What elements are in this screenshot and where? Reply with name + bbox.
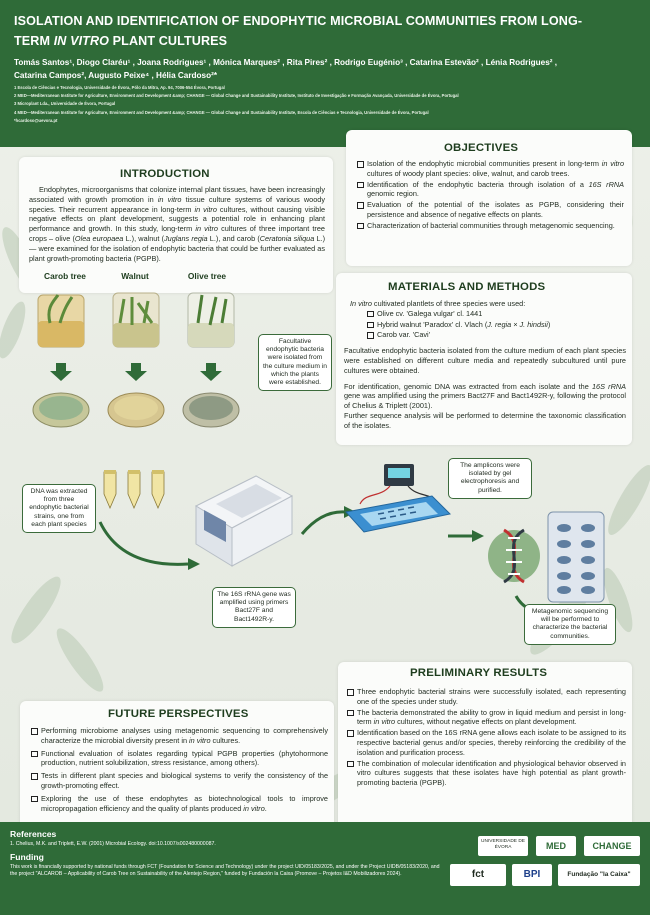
affiliations: 1 Escola de Ciências e Tecnologia, Universidade de Évora, Pólo da Mitra, Ap. 94, 7006-554 Évora, Portugal 2 MED—Mediterranean Institute for Agriculture, Environment and Development &amp; CHANGE — Global Change and Sustainability Institute, Instituto de Investigação e Formação Avançada, Universidade de Évora, Portugal 3 Microplant Lda., Universidade de Évora, Portugal 4 MED—Mediterranean Institute for Agriculture, Environment and Development &amp; CHANGE — Global Change and Sustainability Institute, Escola de Ciências e Tecnologia, Universidade de Évora, Portugal *hcardoso@uevora.pt	[14, 85, 459, 123]
logo-med: MED	[536, 836, 576, 856]
logo-uevora: UNIVERSIDADE DE ÉVORA	[478, 836, 528, 856]
authors: Tomás Santos¹, Diogo Claréu¹ , Joana Rodrigues¹ , Mónica Marques² , Rita Pires² , Rodrigo Eugénio³ , Catarina Estevão² , Lénia Rodrigues² , Catarina Campos², Augusto Peixe⁴ , Hélia Cardoso²*	[14, 58, 558, 80]
dna-tubes-illustration	[96, 468, 176, 518]
petri-dish-carob	[33, 393, 89, 427]
references-title: References	[10, 829, 57, 839]
logo-change: CHANGE	[584, 836, 640, 856]
petri-dish-olive	[183, 393, 239, 427]
future-item: Tests in different plant species and biological systems to verify the consistency of the growth-promoting effect.	[30, 771, 328, 791]
label-olive: Olive tree	[187, 271, 227, 281]
callout-dna: DNA was extracted from three endophytic bacterial strains, one from each plant species	[22, 484, 96, 533]
objective-item: Evaluation of the potential of the isolates as PGPB, considering their persistence and absence of negative effects on plants.	[356, 200, 624, 220]
label-walnut: Walnut	[121, 271, 149, 281]
olive-jar-image	[188, 293, 234, 347]
logo-la-caixa: Fundação "la Caixa"	[558, 864, 640, 886]
result-item: The combination of molecular identification and physiological behavior observed in vitro cultures suggests that these isolates have high potential as plant growth-promoting bacteria (PGPB).	[346, 759, 626, 788]
poster-title: ISOLATION AND IDENTIFICATION OF ENDOPHYTIC MICROBIAL COMMUNITIES FROM LONG- TERM IN VITRO PLANT CULTURES	[14, 14, 583, 48]
walnut-jar-image	[113, 293, 159, 347]
objective-item: Characterization of bacterial communities through metagenomic sequencing.	[356, 221, 624, 231]
callout-metagenomic: Metagenomic sequencing will be performed to characterize the bacterial communities.	[524, 604, 616, 645]
label-carob: Carob tree	[44, 271, 86, 281]
objectives-list	[356, 159, 624, 232]
flow-arrow	[92, 518, 202, 578]
methods-title: MATERIALS AND METHODS	[388, 281, 546, 293]
funding-title: Funding	[10, 852, 44, 862]
future-list	[30, 726, 328, 814]
objectives-title: OBJECTIVES	[444, 142, 519, 154]
results-title: PRELIMINARY RESULTS	[410, 667, 548, 679]
petri-dish-walnut	[108, 393, 164, 427]
future-item: Functional evaluation of isolates regarding typical PGPB properties (phytohormone production, nutrient solubilization, stress resistance, among others).	[30, 749, 328, 769]
logo-fct: fct	[450, 864, 506, 886]
thermocycler-illustration	[186, 466, 296, 576]
callout-facultative: Facultative endophytic bacteria were isolated from the culture medium in which the plants were established.	[258, 334, 332, 391]
objective-item: Isolation of the endophytic microbial communities present in long-term in vitro cultures of woody plant species: olive, walnut, and carob trees.	[356, 159, 624, 179]
culture-illustration	[20, 283, 260, 443]
result-item: Identification based on the 16S rRNA gene allows each isolate to be assigned to its respective bacterial genus and/or species, thereby reinforcing the credibility of the isolation and purification process.	[346, 728, 626, 757]
reference-text: 1. Chelius, M.K. and Triplett, E.W. (2001) Microbial Ecology. doi:10.1007/s002480000087.	[10, 841, 216, 847]
dna-helix-illustration	[484, 504, 544, 604]
carob-jar-image	[38, 295, 84, 347]
methods-text: In vitro cultivated plantlets of three species were used: Olive cv. 'Galega vulgar' cl. 1441 Hybrid walnut 'Paradox' cl. Vlach (J. regia × J. hindsii) Carob var. 'Cavi' Facultative endophytic bacteria isolated from the culture medium of each plant species were established on different culture media and repeatedly subcultured until pure cultures were obtained. For identification, genomic DNA was extracted from each isolate and the 16S rRNA gene was amplified using the primers Bact27F and Bact1492R-y, following the protocol of Chelius & Triplett (2001). Further sequence analysis will be performed to determine the taxonomic classification of the isolates.	[344, 299, 626, 430]
species-item: Hybrid walnut 'Paradox' cl. Vlach (J. regia × J. hindsii)	[366, 320, 626, 330]
objective-item: Identification of the endophytic bacteria through isolation of a 16S rRNA genomic region.	[356, 180, 624, 200]
future-item: Exploring the use of these endophytes as biotechnological tools to improve micropropagation efficiency and the quality of plants produced in vitro.	[30, 794, 328, 814]
result-item: Three endophytic bacterial strains were successfully isolated, each representing one of the species under study.	[346, 687, 626, 707]
introduction-text: Endophytes, microorganisms that colonize internal plant tissues, have been increasingly associated with growth promotion in in vitro tissue culture systems of various woody species. Their recurrent appearance in long-term in vitro cultures, without causing visible negative effects on plant development, suggests a potential role in enhancing plant performance and growth. In this study, long-term in vitro cultures of three important tree crops – olive (Olea europaea L.), walnut (Juglans regia L.), and carob (Ceratonia siliqua L.) — were examined for the isolation of endophytic bacteria that could be further evaluated as plant growth-promoting bacteria (PGPB).	[29, 185, 326, 263]
callout-amplicons: The amplicons were isolated by gel electrophoresis and purified.	[448, 458, 532, 499]
funding-text: This work is financially supported by national funds through FCT (Foundation for Science and Technology) under the project UID/05183/2025, and under the Project UIDB/05183/2020, and the project "ALCAROB – Applicability of Carob Tree on Sustainability of the Alentejo Region," funded by Fundación la Caixa (Promove – Projetos I&D Mobilizadores 2024).	[10, 864, 440, 877]
future-item: Performing microbiome analyses using metagenomic sequencing to comprehensively characterize the microbial diversity present in in vitro cultures.	[30, 726, 328, 746]
introduction-title: INTRODUCTION	[120, 168, 210, 180]
result-item: The bacteria demonstrated the ability to grow in liquid medium and persist in long-term in vitro cultures, without negative effects on plant development.	[346, 708, 626, 728]
flow-arrow	[446, 526, 486, 546]
logo-bpi: BPI	[512, 864, 552, 886]
species-item: Carob var. 'Cavi'	[366, 330, 626, 340]
future-title: FUTURE PERSPECTIVES	[108, 708, 249, 720]
callout-16s: The 16S rRNA gene was amplified using primers Bact27F and Bact1492R-y.	[212, 587, 296, 628]
gel-electrophoresis-illustration	[340, 458, 452, 554]
results-list	[346, 687, 626, 789]
species-item: Olive cv. 'Galega vulgar' cl. 1441	[366, 309, 626, 319]
